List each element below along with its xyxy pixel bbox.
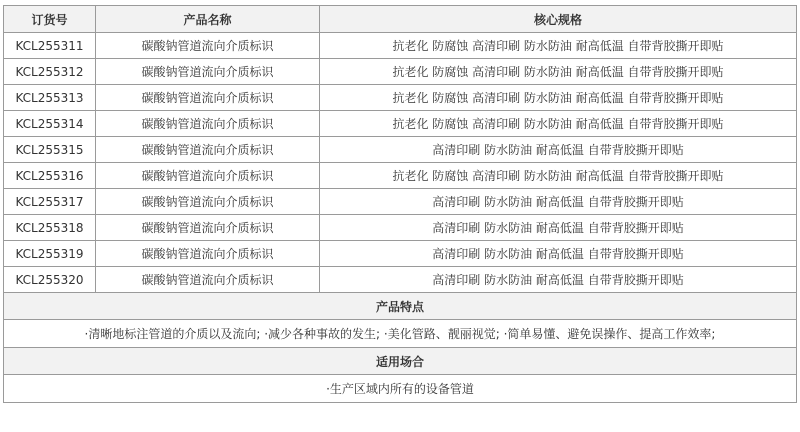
usage-row (4, 375, 797, 403)
product-name-cell: 碳酸钠管道流向介质标识 (96, 85, 320, 111)
order-number-cell: KCL255319 (4, 241, 96, 267)
order-number-cell: KCL255318 (4, 215, 96, 241)
header-product-name: 产品名称 (96, 6, 320, 33)
product-name-cell: 碳酸钠管道流向介质标识 (96, 137, 320, 163)
spec-cell: 抗老化 防腐蚀 高清印刷 防水防油 耐高低温 自带背胶撕开即贴 (320, 163, 797, 189)
spec-cell: 抗老化 防腐蚀 高清印刷 防水防油 耐高低温 自带背胶撕开即贴 (320, 59, 797, 85)
product-name-cell: 碳酸钠管道流向介质标识 (96, 215, 320, 241)
product-name-cell: 碳酸钠管道流向介质标识 (96, 59, 320, 85)
spec-cell: 高清印刷 防水防油 耐高低温 自带背胶撕开即贴 (320, 189, 797, 215)
order-number-cell: KCL255311 (4, 33, 96, 59)
table-row (4, 59, 797, 85)
product-name-cell: 碳酸钠管道流向介质标识 (96, 241, 320, 267)
table-row (4, 267, 797, 293)
product-name-cell: 碳酸钠管道流向介质标识 (96, 33, 320, 59)
spec-cell: 高清印刷 防水防油 耐高低温 自带背胶撕开即贴 (320, 267, 797, 293)
features-heading: 产品特点 (4, 293, 797, 320)
product-name-cell: 碳酸钠管道流向介质标识 (96, 111, 320, 137)
table-row (4, 33, 797, 59)
header-core-spec: 核心规格 (320, 6, 797, 33)
usage-text: ·生产区域内所有的设备管道 (4, 375, 797, 403)
order-number-cell: KCL255320 (4, 267, 96, 293)
product-name-cell: 碳酸钠管道流向介质标识 (96, 267, 320, 293)
table-row (4, 189, 797, 215)
spec-cell: 高清印刷 防水防油 耐高低温 自带背胶撕开即贴 (320, 241, 797, 267)
spec-cell: 抗老化 防腐蚀 高清印刷 防水防油 耐高低温 自带背胶撕开即贴 (320, 85, 797, 111)
table-row (4, 215, 797, 241)
order-number-cell: KCL255317 (4, 189, 96, 215)
features-row (4, 320, 797, 348)
usage-heading: 适用场合 (4, 348, 797, 375)
table-row (4, 137, 797, 163)
product-spec-table (3, 5, 797, 403)
table-row (4, 111, 797, 137)
spec-cell: 高清印刷 防水防油 耐高低温 自带背胶撕开即贴 (320, 137, 797, 163)
order-number-cell: KCL255315 (4, 137, 96, 163)
spec-cell: 抗老化 防腐蚀 高清印刷 防水防油 耐高低温 自带背胶撕开即贴 (320, 111, 797, 137)
features-heading-row (4, 293, 797, 320)
usage-heading-row (4, 348, 797, 375)
header-order-number: 订货号 (4, 6, 96, 33)
spec-cell: 高清印刷 防水防油 耐高低温 自带背胶撕开即贴 (320, 215, 797, 241)
spec-cell: 抗老化 防腐蚀 高清印刷 防水防油 耐高低温 自带背胶撕开即贴 (320, 33, 797, 59)
order-number-cell: KCL255316 (4, 163, 96, 189)
product-name-cell: 碳酸钠管道流向介质标识 (96, 189, 320, 215)
table-header-row (4, 6, 797, 33)
order-number-cell: KCL255314 (4, 111, 96, 137)
table-row (4, 241, 797, 267)
table-row (4, 85, 797, 111)
order-number-cell: KCL255313 (4, 85, 96, 111)
table-row (4, 163, 797, 189)
product-name-cell: 碳酸钠管道流向介质标识 (96, 163, 320, 189)
features-text: ·清晰地标注管道的介质以及流向; ·减少各种事故的发生; ·美化管路、靓丽视觉; ·简单易懂、避免误操作、提高工作效率; (4, 320, 797, 348)
order-number-cell: KCL255312 (4, 59, 96, 85)
